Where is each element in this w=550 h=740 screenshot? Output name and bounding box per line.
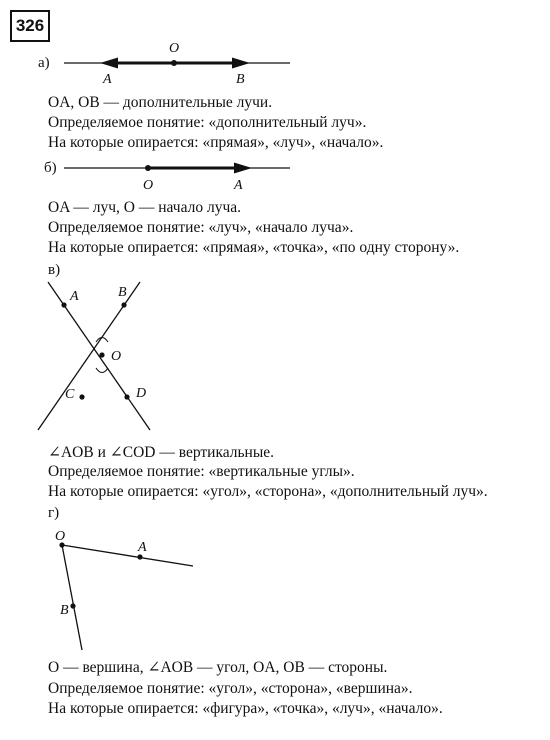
arrow-right-icon	[234, 163, 252, 174]
part-d-line-1: O — вершина, ∠AOB — угол, OA, OB — стороны.	[48, 659, 388, 676]
figure-c	[38, 282, 150, 430]
problem-number-badge: 326	[10, 10, 50, 42]
point-d	[124, 394, 129, 399]
point-c	[79, 394, 84, 399]
point-o	[145, 165, 151, 171]
part-b-line-2: Определяемое понятие: «луч», «начало луча».	[48, 219, 354, 236]
part-label-d: г)	[48, 505, 60, 521]
label-b: B	[60, 603, 69, 618]
label-c: C	[65, 387, 75, 402]
part-a-line-2: Определяемое понятие: «дополнительный луч».	[48, 114, 367, 131]
label-o: O	[143, 178, 154, 193]
part-label-b: б)	[44, 160, 57, 176]
label-d: D	[136, 386, 147, 401]
figure-a	[64, 41, 290, 87]
part-d-line-3: На которые опирается: «фигура», «точка», «луч», «начало».	[48, 700, 443, 717]
part-label-a: а)	[38, 55, 50, 71]
figure-d	[55, 529, 193, 650]
part-c-line-1: ∠AOB и ∠COD — вертикальные.	[48, 444, 275, 461]
label-a: A	[138, 540, 147, 555]
label-b: B	[118, 285, 127, 300]
part-c-line-3: На которые опирается: «угол», «сторона», «дополнительный луч».	[48, 483, 488, 500]
label-b: B	[236, 72, 245, 87]
arrow-right-icon	[232, 58, 250, 69]
point-o	[99, 352, 104, 357]
part-b-line-1: OA — луч, O — начало луча.	[48, 199, 242, 216]
label-o: O	[55, 529, 66, 544]
part-label-c: в)	[48, 262, 61, 278]
arrow-left-icon	[100, 58, 118, 69]
label-a: A	[234, 178, 243, 193]
point-a	[61, 302, 66, 307]
part-b-line-3: На которые опирается: «прямая», «точка», «по одну сторону».	[48, 239, 460, 256]
label-a: A	[103, 72, 112, 87]
figure-b	[64, 163, 290, 194]
point-b	[70, 603, 75, 608]
point-a	[137, 554, 142, 559]
part-d-line-2: Определяемое понятие: «угол», «сторона», «вершина».	[48, 680, 413, 697]
point-o	[171, 60, 177, 66]
part-c-line-2: Определяемое понятие: «вертикальные углы».	[48, 463, 355, 480]
part-a-line-3: На которые опирается: «прямая», «луч», «начало».	[48, 134, 384, 151]
part-a-line-1: OA, OB — дополнительные лучи.	[48, 94, 273, 111]
label-o: O	[111, 349, 122, 364]
point-b	[121, 302, 126, 307]
label-a: A	[70, 289, 79, 304]
label-o: O	[169, 41, 180, 56]
